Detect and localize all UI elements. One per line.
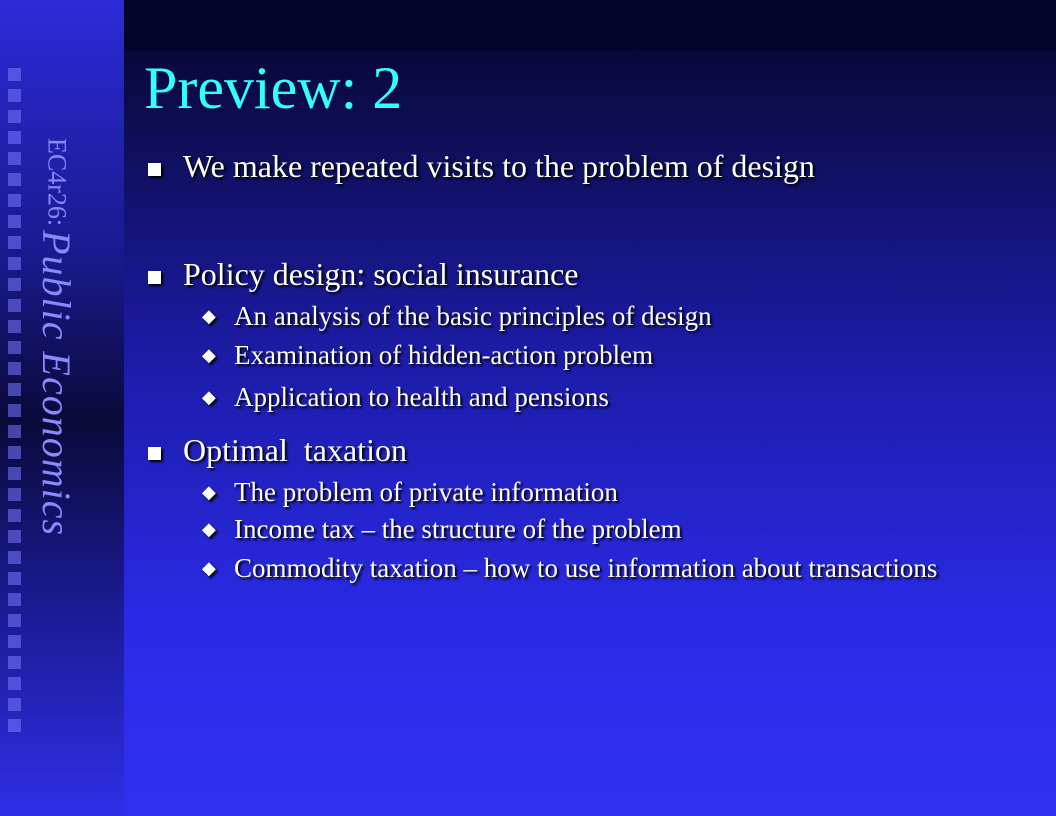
sidebar bbox=[0, 0, 124, 816]
subbullet-text: Income tax – the structure of the problem bbox=[234, 514, 682, 544]
diamond-bullet-icon: ◆ bbox=[202, 482, 216, 502]
square-bullet-icon bbox=[148, 447, 161, 460]
subbullet-text: The problem of private information bbox=[234, 477, 618, 507]
slide-title: Preview: 2 bbox=[144, 55, 403, 121]
subbullet-text: Commodity taxation – how to use information about transactions bbox=[234, 553, 938, 583]
bullet-item bbox=[148, 432, 407, 468]
subbullet-item bbox=[202, 511, 962, 547]
diamond-bullet-icon: ◆ bbox=[202, 387, 216, 407]
top-bar bbox=[124, 0, 1056, 50]
course-code: EC4r26: bbox=[42, 138, 72, 227]
bullet-text: We make repeated visits to the problem of design bbox=[183, 148, 815, 184]
subbullet-item bbox=[202, 474, 962, 510]
diamond-bullet-icon: ◆ bbox=[202, 558, 216, 578]
course-name: Public Economics bbox=[34, 230, 79, 537]
diamond-bullet-icon: ◆ bbox=[202, 519, 216, 539]
bullet-text: Policy design: social insurance bbox=[183, 256, 579, 292]
bullet-item bbox=[148, 256, 578, 292]
decorative-squares bbox=[8, 68, 22, 740]
square-bullet-icon bbox=[148, 271, 161, 284]
subbullet-text: Examination of hidden-action problem bbox=[234, 340, 654, 370]
bullet-item bbox=[148, 148, 815, 184]
subbullet-item bbox=[202, 379, 962, 415]
subbullet-item bbox=[202, 298, 962, 334]
subbullet-item bbox=[202, 550, 962, 586]
subbullet-text: Application to health and pensions bbox=[234, 382, 609, 412]
sidebar-course-label bbox=[30, 138, 80, 698]
square-bullet-icon bbox=[148, 163, 161, 176]
subbullet-text: An analysis of the basic principles of design bbox=[234, 301, 712, 331]
subbullet-item bbox=[202, 337, 962, 373]
bullet-text: Optimal taxation bbox=[183, 432, 407, 468]
diamond-bullet-icon: ◆ bbox=[202, 345, 216, 365]
diamond-bullet-icon: ◆ bbox=[202, 306, 216, 326]
